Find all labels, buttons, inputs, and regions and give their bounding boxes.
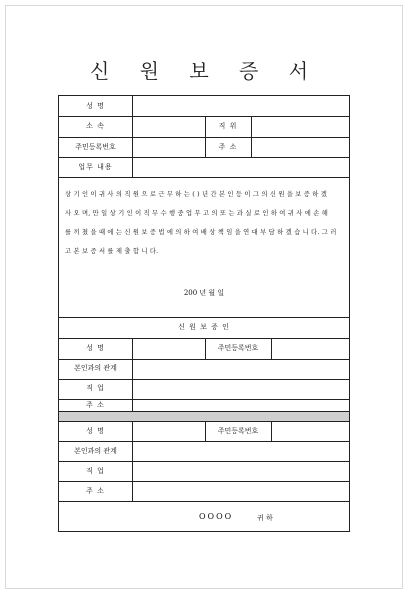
row-divider: [59, 177, 349, 178]
statement-date: 200 년 월 일: [183, 289, 225, 297]
employee-name-label: 성 명: [86, 102, 105, 110]
employee-department-label: 소 속: [86, 122, 105, 130]
employee-address-label: 주 소: [218, 143, 238, 151]
row-divider: [59, 411, 349, 412]
row-divider: [59, 379, 349, 380]
column-divider: [271, 421, 272, 442]
guarantor2-relation-label: 본인과의 관계: [74, 447, 117, 455]
guarantor2-address-label: 주 소: [86, 487, 105, 495]
row-divider: [59, 359, 349, 360]
row-divider: [59, 441, 349, 442]
recipient-suffix: 귀 하: [257, 514, 273, 522]
employee-id-label: 주민등록번호: [75, 143, 116, 151]
statement-line: 를 끼 쳤 을 때 에 는 신 원 보 증 법 에 의 하 여 배 상 책 임 을 연 대 부 담 하 겠 습 니 다. 그 러: [65, 229, 337, 236]
row-divider: [59, 399, 349, 400]
row-divider: [59, 501, 349, 502]
guarantor2-id-label: 주민등록번호: [217, 427, 259, 435]
guarantor1-address-label: 주 소: [86, 401, 105, 409]
guarantor1-job-label: 직 업: [86, 384, 105, 392]
column-divider: [132, 96, 133, 177]
guarantee-form-table: [58, 95, 350, 532]
statement-line: 고 본 보 증 서 를 제 출 합 니 다.: [65, 248, 159, 255]
guarantor2-job-label: 직 업: [86, 467, 105, 475]
statement-line: 상 기 인 이 귀 사 의 직 원 으 로 근 무 하 는 ( ) 년 간 본 인 등 이 그 의 신 원 을 보 증 하 겠: [65, 191, 328, 198]
column-divider: [251, 116, 252, 157]
row-divider: [59, 137, 349, 138]
guarantor1-relation-label: 본인과의 관계: [74, 364, 117, 372]
guarantor-section-header: 신 원 보 증 인: [178, 323, 230, 331]
guarantor1-id-label: 주민등록번호: [217, 344, 259, 352]
document-title: 신 원 보 증 서: [89, 59, 321, 83]
guarantor2-name-label: 성 명: [86, 427, 105, 435]
recipient-company: OOOO: [199, 512, 234, 521]
column-divider: [132, 421, 133, 501]
row-divider: [59, 421, 349, 422]
employee-position-label: 직 위: [218, 122, 238, 130]
row-divider: [59, 338, 349, 339]
column-divider: [132, 338, 133, 411]
row-divider: [59, 157, 349, 158]
guarantee-statement: [65, 185, 345, 261]
section-separator: [59, 411, 349, 421]
column-divider: [271, 338, 272, 359]
row-divider: [59, 481, 349, 482]
statement-line: 사 오 며, 만 일 상 기 인 이 직 무 수 행 중 업 무 고 의 또 는 과 실 로 인 하 여 귀 사 에 손 해: [65, 210, 329, 217]
duty-description-label: 업무 내용: [78, 163, 113, 171]
row-divider: [59, 317, 349, 318]
guarantor1-name-label: 성 명: [86, 344, 105, 352]
row-divider: [59, 461, 349, 462]
row-divider: [59, 116, 349, 117]
